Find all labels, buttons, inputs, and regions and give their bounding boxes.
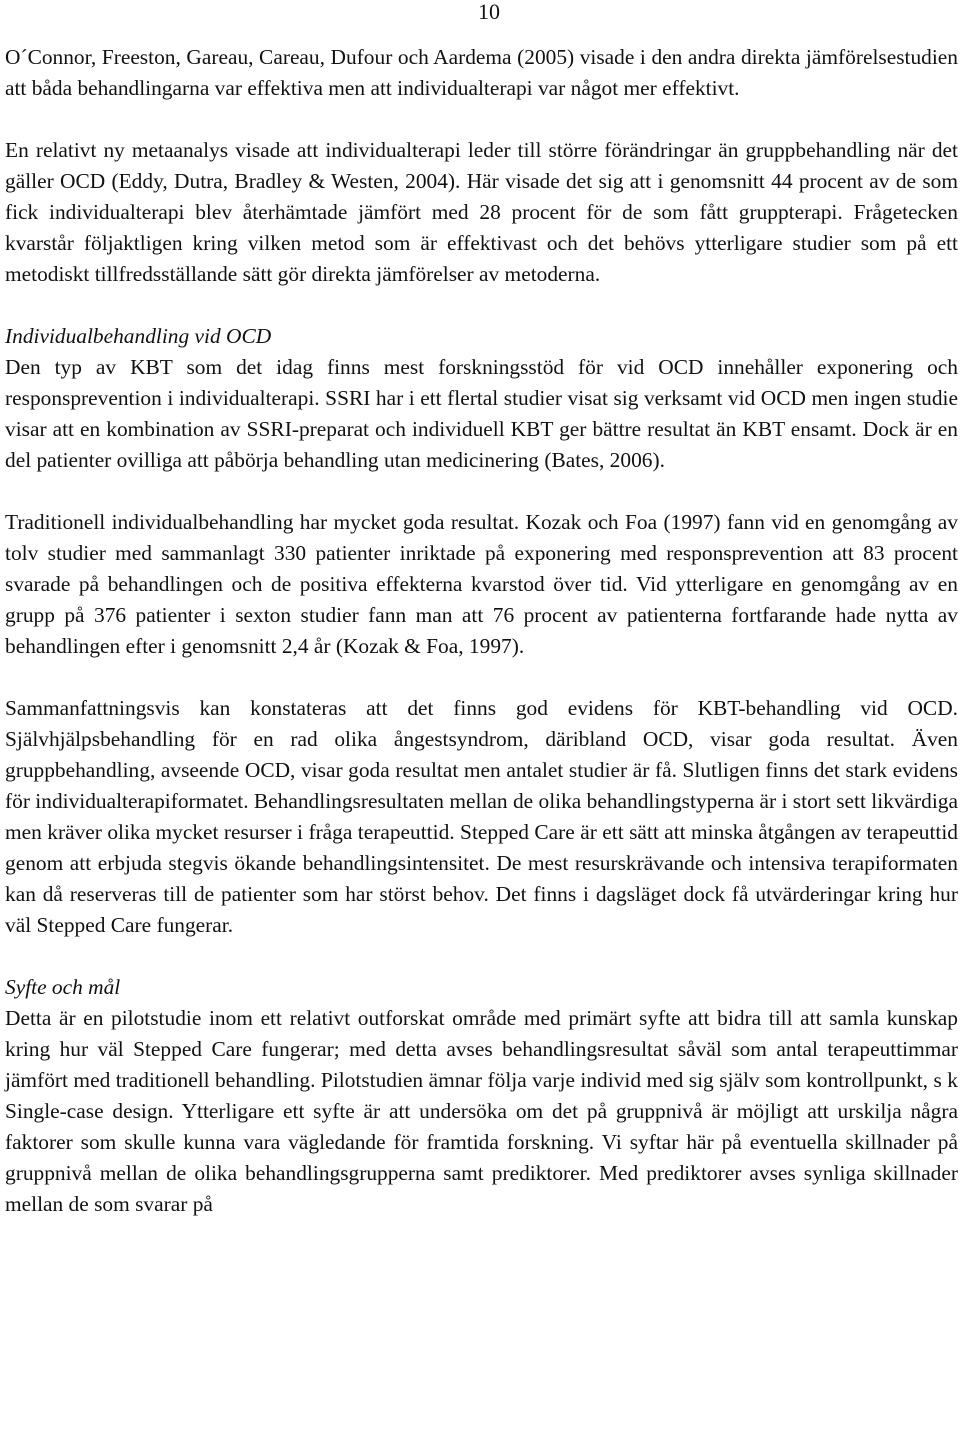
paragraph-gap: [5, 290, 958, 321]
paragraph-metaanalysis: En relativt ny metaanalys visade att individualterapi leder till större förändringar än gruppbehandling när det gäller OCD (Eddy, Dutra, Bradley & Westen, 2004). Här visade det sig att i genomsnitt 44 procent av de som fick individualterapi blev återhämtade jämfört med 28 procent för de som fått gruppterapi. Frågetecken kvarstår följaktligen kring vilken metod som är effektivast och det behövs ytterligare studier som på ett metodiskt tillfredsställande sätt gör direkta jämförelser av metoderna.: [5, 138, 958, 286]
paragraph-gap: [5, 941, 958, 972]
section-heading-individual: Individualbehandling vid OCD: [5, 324, 272, 348]
paragraph-pilot-study: Detta är en pilotstudie inom ett relativt outforskat område med primärt syfte att bidra till att samla kunskap kring hur väl Stepped Care fungerar; med detta avses behandlingsresultat såväl som antal terapeuttimmar jämfört med traditionell behandling. Pilotstudien ämnar följa varje individ med sig själv som kontrollpunkt, s k Single-case design. Ytterligare ett syfte är att undersöka om det på gruppnivå är möjligt att urskilja några faktorer som skulle kunna vara vägledande för framtida forskning. Vi syftar här på eventuella skillnader på gruppnivå mellan de olika behandlingsgrupperna samt prediktorer. Med prediktorer avses synliga skillnader mellan de som svarar på: [5, 1006, 958, 1216]
paragraph-gap: [5, 662, 958, 693]
page-number: 10: [478, 0, 500, 24]
paragraph-kbt-evidence: Den typ av KBT som det idag finns mest forskningsstöd för vid OCD innehåller exponering och responsprevention i individualterapi. SSRI har i ett flertal studier visat sig verksamt vid OCD men ingen studie visar att en kombination av SSRI-preparat och individuell KBT ger bättre resultat än KBT ensamt. Dock är en del patienter ovilliga att påbörja behandling utan medicinering (Bates, 2006).: [5, 355, 958, 472]
section-heading-aim: Syfte och mål: [5, 975, 121, 999]
paragraph-summary: Sammanfattningsvis kan konstateras att det finns god evidens för KBT-behandling vid OCD. Självhjälpsbehandling för en rad olika ångestsyndrom, däribland OCD, visar goda resultat. Även gruppbehandling, avseende OCD, visar goda resultat men antalet studier är få. Slutligen finns det stark evidens för individualterapiformatet. Behandlingsresultaten mellan de olika behandlingstyperna är i stort sett likvärdiga men kräver olika mycket resurser i fråga terapeuttid. Stepped Care är ett sätt att minska åtgången av terapeuttid genom att erbjuda stegvis ökande behandlingsintensitet. De mest resurskrävande och intensiva terapiformaten kan då reserveras till de patienter som har störst behov. Det finns i dagsläget dock få utvärderingar kring hur väl Stepped Care fungerar.: [5, 696, 958, 937]
paragraph-gap: [5, 476, 958, 507]
paragraph-oconnor: O´Connor, Freeston, Gareau, Careau, Dufour och Aardema (2005) visade i den andra direkta jämförelsestudien att båda behandlingarna var effektiva men att individualterapi var något mer effektivt.: [5, 45, 958, 100]
document-body: [5, 42, 958, 1220]
paragraph-traditional-treatment: Traditionell individualbehandling har mycket goda resultat. Kozak och Foa (1997) fann vid en genomgång av tolv studier med sammanlagt 330 patienter inriktade på exponering med responsprevention att 83 procent svarade på behandlingen och de positiva effekterna kvarstod över tid. Vid ytterligare en genomgång av en grupp på 376 patienter i sexton studier fann man att 76 procent av patienterna fortfarande hade nytta av behandlingen efter i genomsnitt 2,4 år (Kozak & Foa, 1997).: [5, 510, 958, 658]
paragraph-gap: [5, 104, 958, 135]
